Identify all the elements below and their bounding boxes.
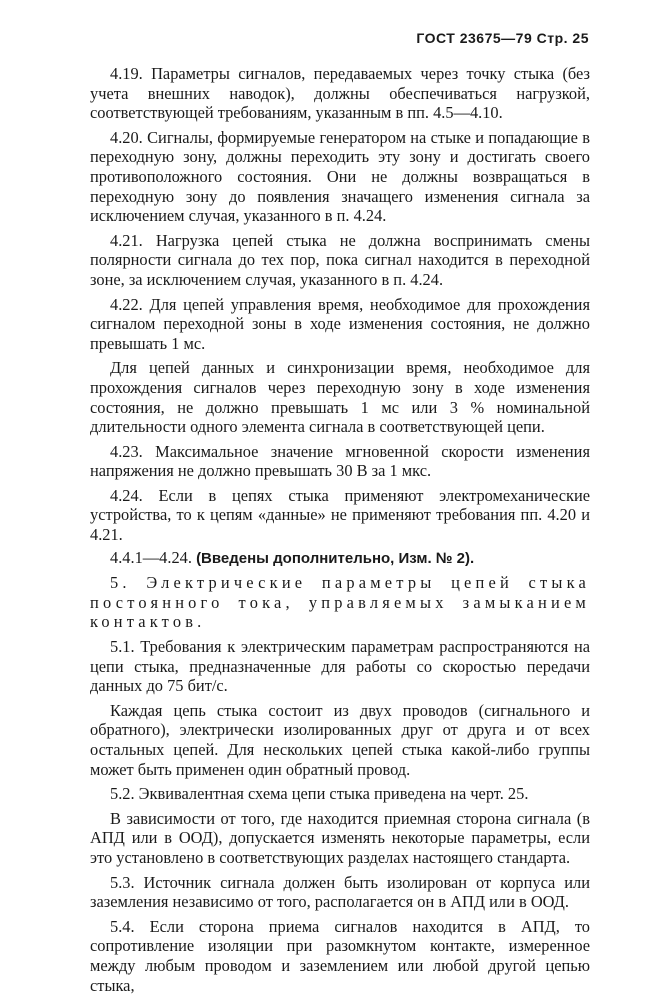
paragraph-5-1-continued: Каждая цепь стыка состоит из двух проводов (сигнального и обратного), электрически изолированных друг от друга и от всех остальных цепей. Для нескольких цепей стыка какой-либо группы может быть применен один обратный провод. bbox=[90, 700, 590, 779]
paragraph-5-3: 5.3. Источник сигнала должен быть изолирован от корпуса или заземления независимо от того, располагается он в АПД или в ООД. bbox=[90, 872, 590, 912]
paragraph-4-23: 4.23. Максимальное значение мгновенной скорости изменения напряжения не должно превышать 30 В за 1 мкс. bbox=[90, 441, 590, 481]
paragraph-5-1: 5.1. Требования к электрическим параметрам распространяются на цепи стыка, предназначенные для работы со скоростью передачи данных до 75 бит/с. bbox=[90, 637, 590, 696]
paragraph-4-22-continued: Для цепей данных и синхронизации время, необходимое для прохождения сигналов через переходную зону в ходе изменения состояния, не должно превышать 1 мс или 3 % номинальной длительности одного элемента сигнала в соответствующей цепи. bbox=[90, 358, 590, 437]
paragraph-5-2-continued: В зависимости от того, где находится приемная сторона сигнала (в АПД или в ООД), допускается изменять некоторые параметры, если это установлено в соответствующих разделах настоящего стандарта. bbox=[90, 808, 590, 867]
paragraph-4-22: 4.22. Для цепей управления время, необходимое для прохождения сигналом переходной зоны в ходе изменения состояния, не должно превышать 1 мс. bbox=[90, 294, 590, 353]
paragraph-5-4: 5.4. Если сторона приема сигналов находится в АПД, то сопротивление изоляции при разомкнутом контакте, измеренное между любым проводом и заземлением или любой другой цепью стыка, bbox=[90, 916, 590, 995]
amendment-prefix: 4.4.1—4.24. bbox=[110, 547, 192, 567]
paragraph-4-20: 4.20. Сигналы, формируемые генератором на стыке и попадающие в переходную зону, должны переходить эту зону и достигать своего противоположного состояния. Они не должны возвращаться в переходную зону до появления значащего изменения сигнала за исключением случая, указанного в п. 4.24. bbox=[90, 127, 590, 226]
amendment-note bbox=[90, 548, 590, 569]
page-header: ГОСТ 23675—79 Стр. 25 bbox=[416, 30, 589, 46]
section-5-title: 5. Электрические параметры цепей стыка постоянного тока, управляемых замыканием контактов. bbox=[90, 573, 590, 632]
paragraph-4-19: 4.19. Параметры сигналов, передаваемых через точку стыка (без учета внешних наводок), должны обеспечиваться нагрузкой, соответствующей требованиям, указанным в пп. 4.5—4.10. bbox=[90, 64, 590, 123]
paragraph-5-2: 5.2. Эквивалентная схема цепи стыка приведена на черт. 25. bbox=[110, 784, 529, 804]
paragraph-4-24: 4.24. Если в цепях стыка применяют электромеханические устройства, то к цепям «данные» не применяют требования пп. 4.20 и 4.21. bbox=[90, 485, 590, 545]
paragraph-4-21: 4.21. Нагрузка цепей стыка не должна воспринимать смены полярности сигнала до тех пор, пока сигнал находится в переходной зоне, за исключением случая, указанного в п. 4.24. bbox=[90, 230, 590, 289]
page-body bbox=[90, 64, 590, 1000]
amendment-text: (Введены дополнительно, Изм. № 2). bbox=[196, 549, 475, 567]
